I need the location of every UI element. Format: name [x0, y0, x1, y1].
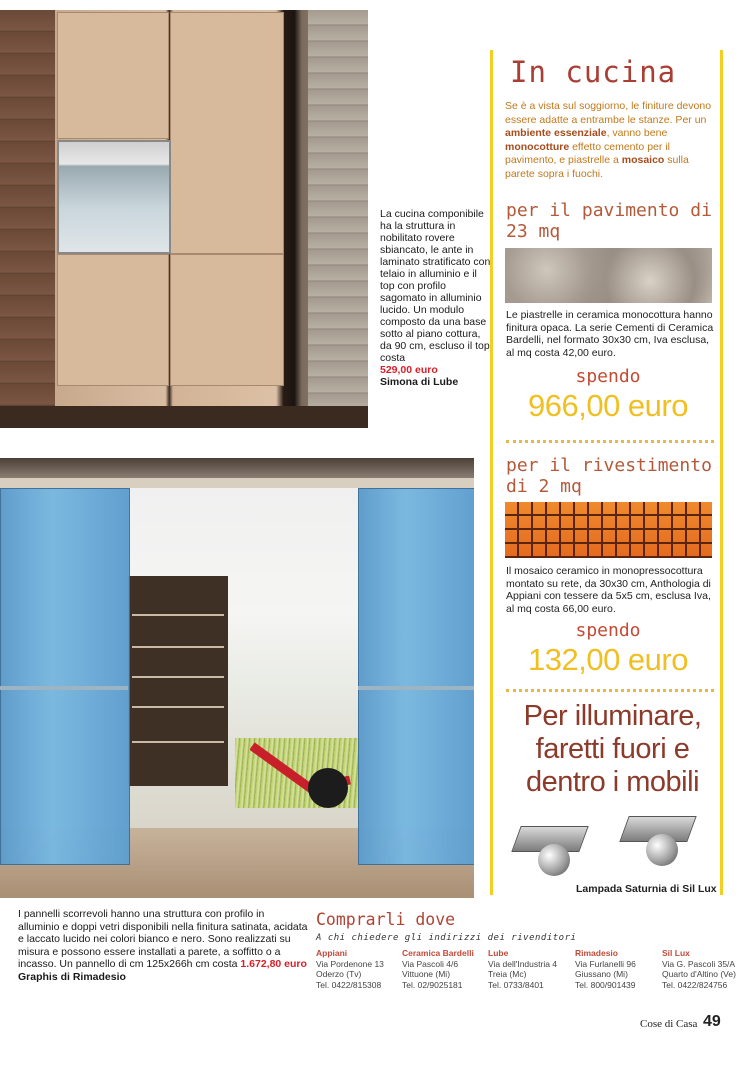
- doors-caption: [18, 908, 308, 983]
- kitchen-floor: [0, 406, 368, 428]
- sliding-door-right: [358, 488, 474, 865]
- door-handle-bar: [358, 686, 474, 690]
- mosaic-swatch: [505, 502, 712, 558]
- lamp-image: [624, 816, 692, 866]
- lamp-caption: Lampada Saturnia di Sil Lux: [576, 883, 717, 895]
- floor-spendo-label: spendo: [575, 366, 641, 387]
- cabinet-upper-left: [57, 12, 169, 139]
- ceiling-beam: [0, 458, 474, 478]
- cabinet-upper-right: [170, 12, 284, 254]
- kitchen-price: 529,00 euro: [380, 364, 438, 376]
- wall-heading: per il rivestimento di 2 mq: [506, 455, 712, 497]
- lighting-heading: Per illuminare, faretti fuori e dentro i mobili: [523, 700, 702, 798]
- dotted-divider: [506, 689, 714, 692]
- kitchen-brand: Simona di Lube: [380, 376, 459, 388]
- doors-brand: Graphis di Rimadesio: [18, 970, 126, 983]
- lamp-image: [516, 826, 584, 876]
- sidebar-title: In cucina: [510, 55, 677, 89]
- floor-tile-swatch: [505, 248, 712, 303]
- sidebar-border-left: [490, 50, 493, 895]
- doors-caption-text: I pannelli scorrevoli hanno una struttura con profilo in alluminio e doppi vetri disponibili nella finitura satinata, acidata e laccato lucido nei colori bianco e nero. Sono realizzati su misura e possono essere installati a parete, a soffitto o a incasso. Un pannello di cm 125x266h cm costa: [18, 908, 308, 970]
- sliding-doors-photo: [0, 458, 474, 898]
- wall-total: 132,00 euro: [528, 642, 688, 677]
- where-to-buy-subheading: A chi chiedere gli indirizzi dei rivenditori: [316, 933, 577, 943]
- dealer-ceramica-bardelli: Ceramica Bardelli Via Pascoli 4/6 Vittuone (Mi) Tel. 02/9025181: [402, 948, 474, 990]
- sidebar-intro: Se è a vista sul soggiorno, le finiture devono essere adatte a entrambe le stanze. Per un ambiente essenziale, vanno bene monocotture effetto cemento per il pavimento, e piastrelle a mosaico sulla parete sopra i fuochi.: [505, 100, 712, 180]
- bookshelf: [128, 576, 228, 786]
- floor-heading: per il pavimento di 23 mq: [506, 200, 712, 242]
- lounge-chair: [250, 740, 355, 810]
- dealer-appiani: Appiani Via Pordenone 13 Oderzo (Tv) Tel. 0422/815308: [316, 948, 384, 990]
- kitchen-caption-text: La cucina componibile ha la struttura in nobilitato rovere sbiancato, le ante in laminato stratificato con telaio in alluminio e il top con profilo sagomato in alluminio lucido. Un modulo composto da una base sotto al piano cottura, da 90 cm, escluso il top costa: [380, 208, 491, 364]
- sliding-door-left: [0, 488, 130, 865]
- doors-price: 1.672,80 euro: [240, 958, 307, 970]
- page-number: 49: [703, 1013, 721, 1030]
- cabinet-lower-left: [57, 254, 169, 386]
- wall-text: Il mosaico ceramico in monopressocottura montato su rete, da 30x30 cm, Anthologia di Appiani con tessere da 5x5 cm, esclusa Iva, al mq costa 66,00 euro.: [506, 565, 711, 615]
- plank-wall: [308, 10, 368, 428]
- oven: [57, 140, 171, 254]
- magazine-name: Cose di Casa: [640, 1018, 698, 1030]
- wall-spendo-label: spendo: [575, 620, 641, 641]
- dealer-sil-lux: Sil Lux Via G. Pascoli 35/A Quarto d'Altino (Ve) Tel. 0422/824756: [662, 948, 736, 990]
- kitchen-photo: [0, 10, 368, 428]
- floor-text: Le piastrelle in ceramica monocottura hanno finitura opaca. La serie Cementi di Ceramica Bardelli, nel formato 30x30 cm, Iva esclusa, al mq costa 42,00 euro.: [506, 309, 714, 359]
- door-handle-bar: [0, 686, 128, 690]
- dotted-divider: [506, 440, 714, 443]
- dealer-lube: Lube Via dell'Industria 4 Treia (Mc) Tel. 0733/8401: [488, 948, 558, 990]
- wood-wall: [0, 10, 55, 428]
- cabinet-lower-right: [170, 254, 284, 386]
- floor-total: 966,00 euro: [528, 388, 688, 423]
- kitchen-caption: [380, 208, 492, 388]
- dealer-rimadesio: Rimadesio Via Furlanelli 96 Giussano (Mi) Tel. 800/901439: [575, 948, 636, 990]
- where-to-buy-heading: Comprarli dove: [316, 910, 456, 929]
